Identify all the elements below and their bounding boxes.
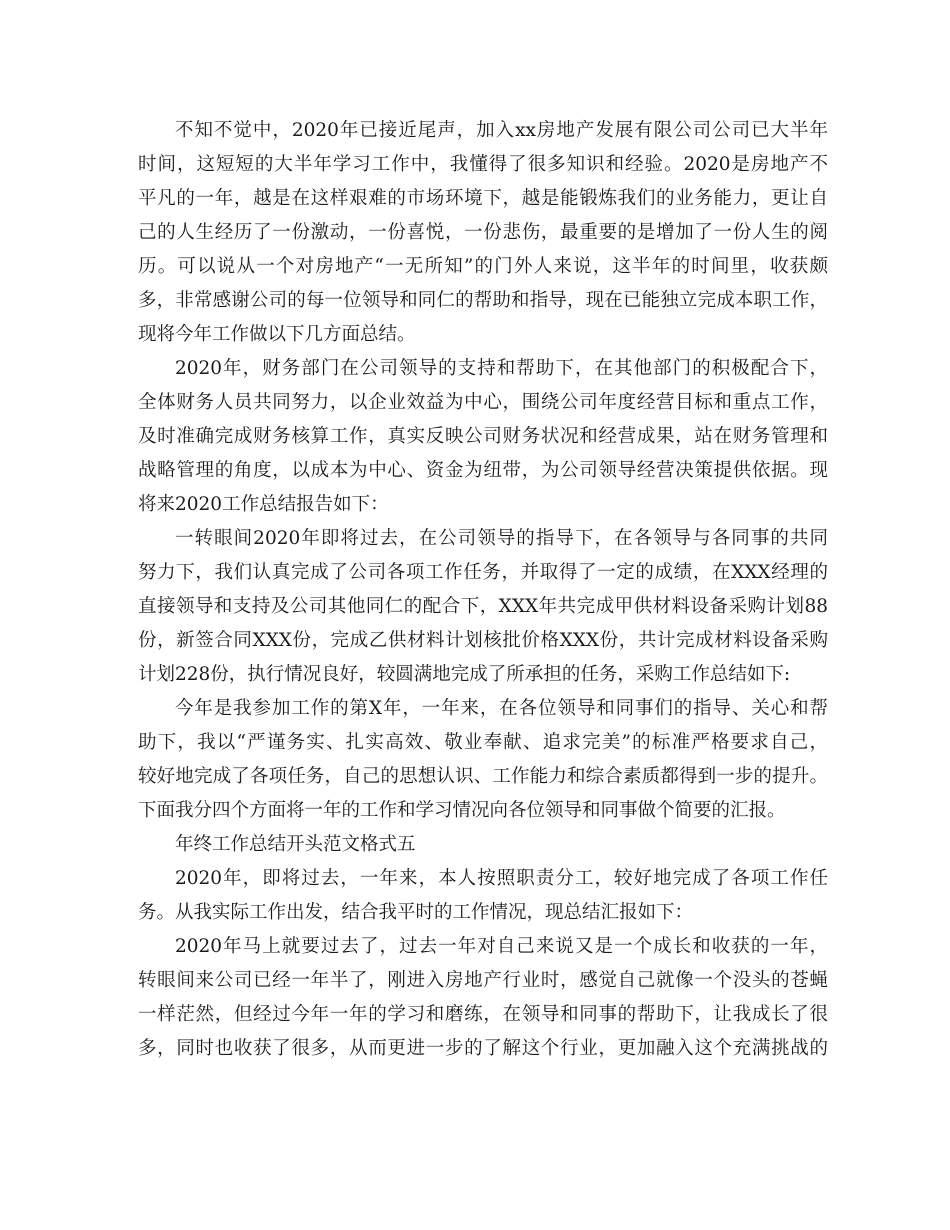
text-line: 历。可以说从一个对房地产“一无所知”的门外人来说，这半年的时间里，收获颇 <box>138 256 828 277</box>
document-body <box>138 114 828 1066</box>
text-line: 一转眼间2020年即将过去，在公司领导的指导下，在各领导与各同事的共同 <box>175 528 828 549</box>
text-line: 及时准确完成财务核算工作，真实反映公司财务状况和经营成果，站在财务管理和 <box>138 426 828 447</box>
text-line: 时间，这短短的大半年学习工作中，我懂得了很多知识和经验。2020是房地产不 <box>138 154 828 175</box>
text-line: 不知不觉中，2020年已接近尾声，加入xx房地产发展有限公司公司已大半年 <box>175 120 828 141</box>
text-line: 直接领导和支持及公司其他同仁的配合下，XXX年共完成甲供材料设备采购计划88 <box>138 596 828 617</box>
text-line: 战略管理的角度，以成本为中心、资金为纽带，为公司领导经营决策提供依据。现 <box>138 460 828 481</box>
text-line: 一样茫然，但经过今年一年的学习和磨练，在领导和同事的帮助下，让我成长了很 <box>138 1004 828 1025</box>
text-line: 平凡的一年，越是在这样艰难的市场环境下，越是能锻炼我们的业务能力，更让自 <box>138 188 828 209</box>
text-line: 2020年马上就要过去了，过去一年对自己来说又是一个成长和收获的一年， <box>175 936 828 957</box>
text-line: 2020年，财务部门在公司领导的支持和帮助下，在其他部门的积极配合下， <box>175 358 828 379</box>
text-line: 较好地完成了各项任务，自己的思想认识、工作能力和综合素质都得到一步的提升。 <box>138 766 828 787</box>
text-line: 努力下，我们认真完成了公司各项工作任务，并取得了一定的成绩，在XXX经理的 <box>138 562 828 583</box>
text-line: 今年是我参加工作的第X年，一年来，在各位领导和同事们的指导、关心和帮 <box>175 698 828 719</box>
text-line: 2020年，即将过去，一年来，本人按照职责分工，较好地完成了各项工作任 <box>175 868 828 889</box>
text-line: 助下，我以“严谨务实、扎实高效、敬业奉献、追求完美”的标准严格要求自己， <box>138 732 828 753</box>
text-line: 年终工作总结开头范文格式五 <box>175 834 416 855</box>
text-line: 多，同时也收获了很多，从而更进一步的了解这个行业，更加融入这个充满挑战的 <box>138 1038 828 1059</box>
text-line: 转眼间来公司已经一年半了，刚进入房地产行业时，感觉自己就像一个没头的苍蝇 <box>138 970 828 991</box>
text-line: 下面我分四个方面将一年的工作和学习情况向各位领导和同事做个简要的汇报。 <box>138 800 786 821</box>
text-line: 计划228份，执行情况良好，较圆满地完成了所承担的任务，采购工作总结如下: <box>138 664 791 685</box>
text-line: 现将今年工作做以下几方面总结。 <box>138 324 416 345</box>
text-line: 己的人生经历了一份激动，一份喜悦，一份悲伤，最重要的是增加了一份人生的阅 <box>138 222 828 243</box>
text-line: 份，新签合同XXX份，完成乙供材料计划核批价格XXX份，共计完成材料设备采购 <box>138 630 828 651</box>
text-line: 务。从我实际工作出发，结合我平时的工作情况，现总结汇报如下： <box>138 902 694 923</box>
text-line: 将来2020工作总结报告如下： <box>138 494 389 515</box>
text-line: 全体财务人员共同努力，以企业效益为中心，围绕公司年度经营目标和重点工作， <box>138 392 828 413</box>
text-line: 多，非常感谢公司的每一位领导和同仁的帮助和指导，现在已能独立完成本职工作， <box>138 290 828 311</box>
